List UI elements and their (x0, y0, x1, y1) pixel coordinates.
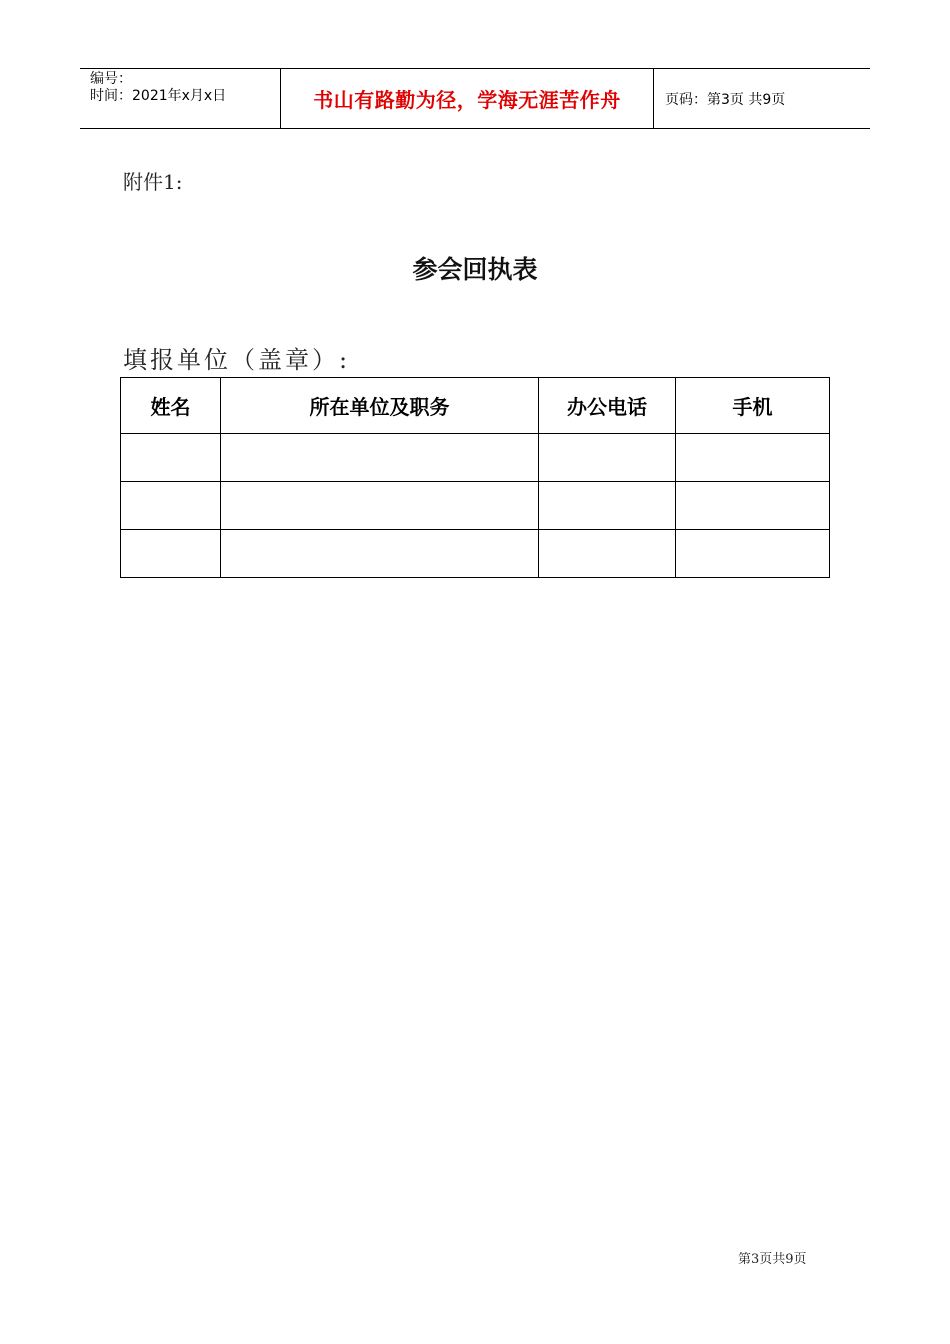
document-date-label: 时间：2021年x月x日 (90, 88, 227, 104)
table-row (121, 482, 830, 530)
table-cell-unit-position[interactable] (221, 434, 539, 482)
table-cell-name[interactable] (121, 434, 221, 482)
document-number-label: 编号： (90, 71, 132, 87)
table-cell-mobile[interactable] (676, 530, 830, 578)
header-motto-cell (281, 69, 654, 128)
column-header-unit-position: 所在单位及职务 (221, 378, 539, 434)
document-title: 参会回执表 (412, 255, 538, 284)
fill-unit-label: 填报单位（盖章）: (123, 346, 351, 374)
table-cell-name[interactable] (121, 530, 221, 578)
table-cell-name[interactable] (121, 482, 221, 530)
table-cell-office-phone[interactable] (539, 434, 676, 482)
page-header (80, 68, 870, 129)
table-row (121, 530, 830, 578)
footer-page-number: 第3页共9页 (738, 1252, 807, 1267)
column-header-office-phone: 办公电话 (539, 378, 676, 434)
table-cell-unit-position[interactable] (221, 530, 539, 578)
reply-form-table (120, 377, 830, 578)
table-header-row (121, 378, 830, 434)
table-row (121, 434, 830, 482)
table-cell-mobile[interactable] (676, 434, 830, 482)
column-header-mobile: 手机 (676, 378, 830, 434)
header-motto: 书山有路勤为径，学海无涯苦作舟 (313, 88, 621, 112)
header-page-cell (654, 69, 870, 128)
table-cell-unit-position[interactable] (221, 482, 539, 530)
column-header-name: 姓名 (121, 378, 221, 434)
header-meta-cell (80, 69, 281, 128)
table-cell-mobile[interactable] (676, 482, 830, 530)
attachment-label: 附件1: (123, 170, 183, 194)
table-cell-office-phone[interactable] (539, 530, 676, 578)
table-cell-office-phone[interactable] (539, 482, 676, 530)
header-page-number: 页码：第3页 共9页 (665, 91, 786, 108)
